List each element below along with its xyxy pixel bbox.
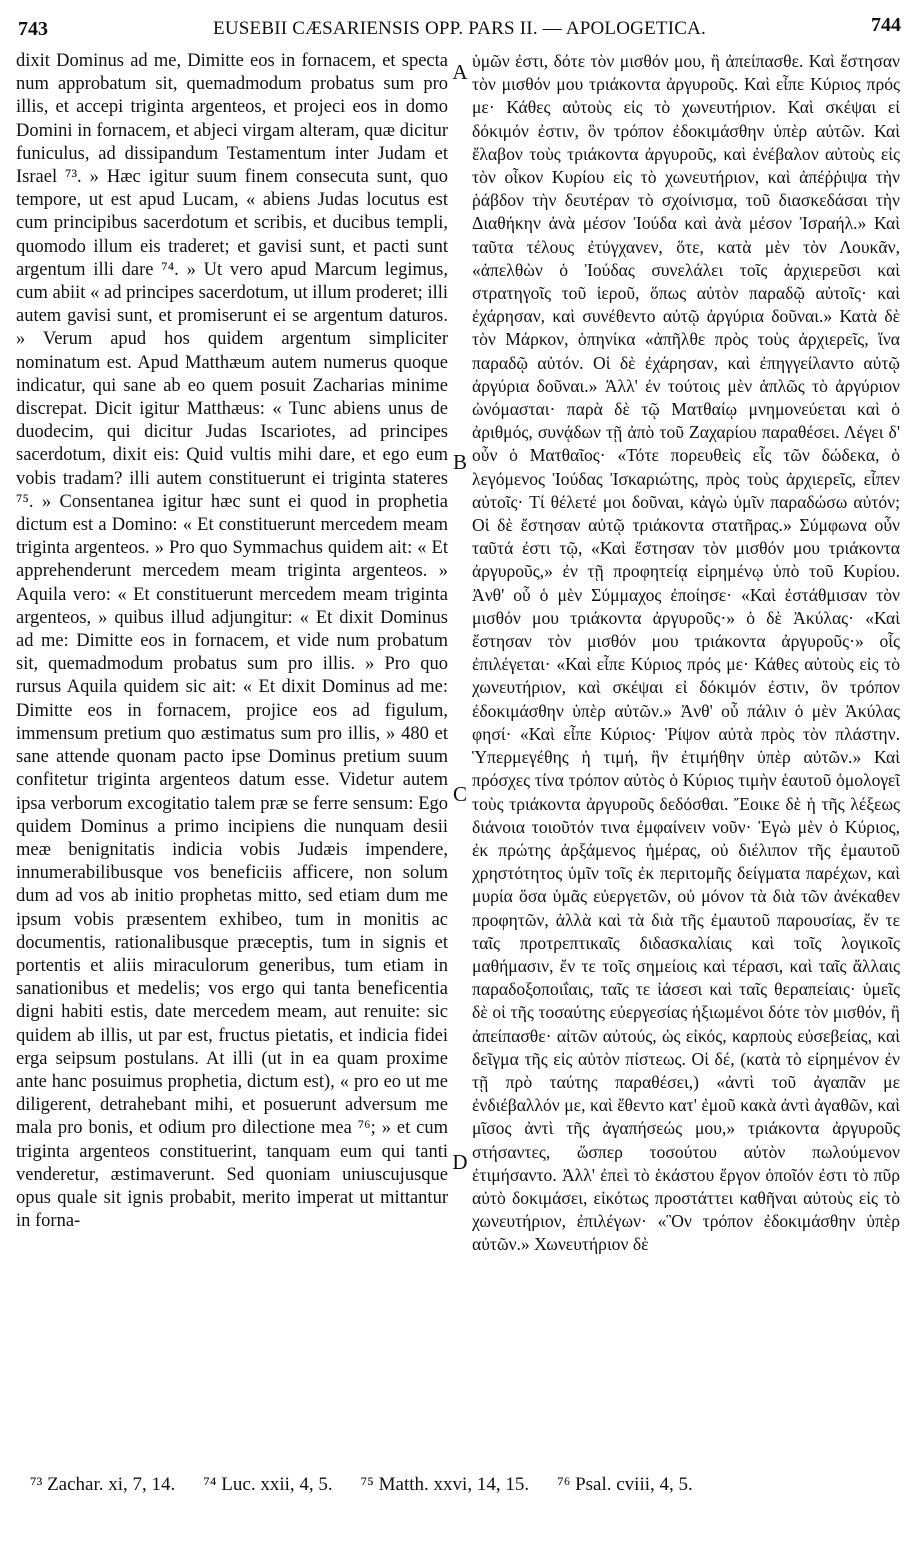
margin-marker-d: D: [452, 1150, 468, 1174]
greek-column: [472, 50, 900, 1458]
page-number-left: 743: [18, 18, 48, 40]
latin-column: [16, 50, 448, 1458]
running-header: [14, 8, 905, 42]
greek-text: ὑμῶν ἐστι, δότε τὸν μισθόν μου, ἢ ἀπείπασθε. Καὶ ἔστησαν τὸν μισθόν μου τριάκοντα ἀργυροῦς. Καὶ εἶπε Κύριος πρός με· Κάθες αὐτοὺς εἰς τὸ χωνευτήριον. Καὶ σκέψαι εἰ δόκιμόν ἐστιν, ὃν τρόπον ἐδοκιμάσθην ὑπὲρ αὐτῶν. Καὶ ἔλαβον τοὺς τριάκοντα ἀργυροῦς, καὶ ἐνέβαλον αὐτοὺς εἰς τὸν οἶκον Κυρίου εἰς τὸ χωνευτήριον, καὶ ἀπέῤῥιψα τὴν ῥάβδον τὴν δευτέραν τὸ σχοίνισμα, τοῦ διασκεδάσαι τὴν Διαθήκην ἀνὰ μέσον Ἰούδα καὶ ἀνὰ μέσον Ἰσραήλ.» Καὶ ταῦτα τέλους ἐτύγχανεν, ὅτε, κατὰ μὲν τὸν Λουκᾶν, «ἀπελθὼν ὁ Ἰούδας συνελάλει τοῖς ἀρχιερεῦσι καὶ στρατηγοῖς τοῦ ἱεροῦ, ὅπως αὐτὸν παραδῷ αὐτοῖς· καὶ ἐχάρησαν, καὶ συνέθεντο αὐτῷ ἀργύρια δοῦναι.» Κατὰ δὲ τὸν Μάρκον, ὁπηνίκα «ἀπῆλθε πρὸς τοὺς ἀρχιερεῖς, ἵνα παραδῷ αὐτόν. Οἱ δὲ ἐχάρησαν, καὶ ἐπηγγείλαντο αὐτῷ ἀργύρια δοῦναι.» Ἀλλ' ἐν τούτοις μὲν ἁπλῶς τὸ ἀργύριον ὠνόμασται· παρὰ δὲ τῷ Ματθαίῳ μνημονεύεται καὶ ὁ ἀριθμός, συνᾴδων τῇ ἀπὸ τοῦ Ζαχαρίου παραθέσει. Λέγει δ' οὖν ὁ Ματθαῖος· «Τότε πορευθεὶς εἷς τῶν δώδεκα, ὁ λεγόμενος Ἰούδας Ἰσκαριώτης, πρὸς τοὺς ἀρχιερεῖς, εἶπεν αὐτοῖς· Τί θέλετέ μοι δοῦναι, κἀγὼ ὑμῖν παραδώσω αὐτόν; Οἱ δὲ ἔστησαν αὐτῷ τριάκοντα στατῆρας.» Σύμφωνα οὖν ταῦτά ἐστι τῷ, «Καὶ ἔστησαν τὸν μισθόν μου τριάκοντα ἀργυροῦς,» ἐν τῇ προφητείᾳ εἰρημένῳ ὑπὸ τοῦ Κυρίου. Ἀνθ' οὗ ὁ μὲν Σύμμαχος ἐποίησε· «Καὶ ἐστάθμισαν τὸν μισθόν μου τριάκοντα ἀργυροῦς·» ὁ δὲ Ἀκύλας· «Καὶ ἔστησαν τὸν μισθόν μου τριάκοντα ἀργυροῦς·» οἷς ἐπιλέγεται· «Καὶ εἶπε Κύριος πρός με· Κάθες αὐτοὺς εἰς τὸ χωνευτήριον, καὶ σκέψαι εἰ δόκιμόν ἐστιν, ὃν τρόπον ἐδοκιμάσθην ὑπὲρ αὐτῶν.» Ἀνθ' οὗ πάλιν ὁ μὲν Ἀκύλας φησί· «Καὶ εἶπε Κύριος· Ῥίψον αὐτὰ πρὸς τὸν πλάστην. Ὑπερμεγέθης ἡ τιμή, ἣν ἐτιμήθην ὑπὲρ αὐτῶν.» Καὶ πρόσχες τίνα τρόπον αὐτὸς ὁ Κύριος τιμὴν ἑαυτοῦ ὁμολογεῖ τοὺς τριάκοντα ἀργυροῦς δεδόσθαι. Ἔοικε δὲ ἡ τῆς λέξεως διάνοια τοιοῦτόν τινα ἐμφαίνειν νοῦν· Ἐγὼ μὲν ὁ Κύριος, ἐκ πρώτης ἀρξάμενος ἡμέρας, οὐ διέλιπον τῆς ἐμαυτοῦ χρηστότητος ὑμῖν τοῖς ἐκ περιτομῆς δείγματα παρέχων, καὶ μυρία ὅσα ὑμᾶς εὐεργετῶν, οὐ μόνον τὰ διὰ τῶν ἀνέκαθεν προφητῶν, ἀλλὰ καὶ τὰ διὰ τῆς ἐμαυτοῦ παρουσίας, ἔν τε ταῖς προτρεπτικαῖς διδασκαλίαις καὶ τοῖς λογικοῖς μαθήμασιν, ἔν τε τοῖς σημείοις καὶ τέρασι, καὶ ταῖς ἄλλαις παραδοξοποιΐαις, ταῖς τε ἰάσεσι καὶ ταῖς θεραπείαις· ὑμεῖς δὲ οἱ τῆς τοσαύτης εὐεργεσίας ἠξιωμένοι δότε τὸν μισθόν, ἢ ἀπείπασθε· αἰτῶν αὐτούς, ὡς εἰκός, καρποὺς εὐσεβείας, καὶ δεῖγμα τῆς εἰς αὐτὸν πίστεως. Οἱ δέ, (κατὰ τὸ εἰρημένον ἐν τῇ πρὸ ταύτης παραθέσει,) «ἀντὶ τοῦ ἀγαπᾶν με ἐνδιέβαλλόν με, καὶ ἔθεντο κατ' ἐμοῦ κακὰ ἀντὶ ἀγαθῶν, καὶ μῖσος ἀντὶ τῆς ἀγαπήσεώς μου,» τριάκοντα ἀργυροῦς στήσαντες, ὥσπερ τοσούτου αὐτὸν πωλούμενον ἐτιμήσαντο. Ἀλλ' ἐπεὶ τὸ ἑκάστου ἔργον ὁποῖόν ἐστι τὸ πῦρ αὐτὸ δοκιμάσει, εἰκότως προστάττει καθῆναι αὐτοὺς εἰς τὸ χωνευτήριον, ἐπιλέγων· «Ὃν τρόπον ἐδοκιμάσθην ὑπὲρ αὐτῶν.» Χωνευτήριον δὲ: [472, 51, 900, 1255]
latin-text: dixit Dominus ad me, Dimitte eos in fornacem, et specta num approbatum sit, quemadmodum probatus sum pro illis, et accepi triginta argenteos, et projeci eos in domo Domini in fornacem, et abjeci virgam alteram, quæ dicitur funiculus, ad dissipandum Testamentum inter Judam et Israel ⁷³. » Hæc igitur suum finem consecuta sunt, quo tempore, ut est apud Lucam, « abiens Judas locutus est cum principibus sacerdotum et scribis, et ducibus templi, quomodo illum eis traderet; et gavisi sunt, et pacti sunt argentum illi dare ⁷⁴. » Ut vero apud Marcum legimus, cum abiit « ad principes sacerdotum, ut illum proderet; illi autem gavisi sunt, et promiserunt ei se argentum daturos. » Verum apud hos quidem argentum simpliciter nominatum est. Apud Matthæum autem numerus quoque indicatur, qui sane ab eo quem posuit Zacharias minime discrepat. Dicit igitur Matthæus: « Tunc abiens unus de duodecim, qui dicitur Judas Iscariotes, ad principes sacerdotum, dixit eis: Quid vultis mihi dare, et ego eum vobis tradam? illi autem constituerunt ei triginta stateres ⁷⁵. » Consentanea igitur hæc sunt ei quod in prophetia dictum est a Domino: « Et constituerunt mercedem meam triginta argenteos. » Pro quo Symmachus quidem ait: « Et apprehenderunt mercedem meam triginta argenteos. » Aquila vero: « Et constituerunt mercedem meam triginta argenteos, » quibus illud adjungitur: « Et dixit Dominus ad me: Dimitte eos in fornacem, et vide num probatum sit, quemadmodum probatus sum pro illis. » Pro quo rursus Aquila quidem sic ait: « Et dixit Dominus ad me: Dimitte eos in fornacem, projice eos ad figulum, immensum pretium quo æstimatus sum pro illis, » 480 et sane attende quonam pacto ipse Dominus pretium suum confitetur triginta argenteos datum esse. Videtur autem ipsa verborum excogitatio talem præ se ferre sensum: Ego quidem Dominus a primo incipiens die nunquam desii meæ benignitatis indicia vobis Judæis impendere, innumerabilibusque vos beneficiis afficere, non solum dum ad vos ab initio prophetas mitto, sed etiam dum me ipsum vobis præsentem exhibeo, tum in monitis ac documentis, rationalibusque præceptis, tum in signis et portentis et aliis miraculorum generibus, tum etiam in sanationibus et medelis; vos ergo qui tanta beneficentia digni habiti estis, date mercedem meam, aut renuite: sic quidem ab illis, ut par est, fructus pietatis, et indicia fidei erga seipsum postulans. At illi (ut in ea quam proxime ante hanc posuimus prophetia, dictum est), « pro eo ut me diligerent, detrahebant mihi, et posuerunt adversum me mala pro bonis, et odium pro dilectione mea ⁷⁶; » et cum triginta argenteos constituerint, tanquam eum qui tanti venderetur, æstimaverunt. Sed quoniam uniuscujusque opus quale sit ignis probabit, merito imperat ut mittantur in forna-: [16, 51, 448, 1232]
footnote-76: ⁷⁶ Psal. cviii, 4, 5.: [557, 1474, 693, 1495]
footnote-75: ⁷⁵ Matth. xxvi, 14, 15.: [360, 1474, 530, 1495]
page-number-right: 744: [871, 14, 901, 36]
margin-marker-b: B: [452, 450, 467, 474]
running-title: EUSEBII CÆSARIENSIS OPP. PARS II. — APOLOGETICA.: [213, 18, 706, 39]
margin-marker-c: C: [452, 782, 467, 806]
footnote-73: ⁷³ Zachar. xi, 7, 14.: [30, 1474, 176, 1495]
footnote-74: ⁷⁴ Luc. xxii, 4, 5.: [203, 1474, 333, 1495]
footnotes: [30, 1474, 899, 1504]
margin-marker-a: A: [452, 60, 468, 84]
